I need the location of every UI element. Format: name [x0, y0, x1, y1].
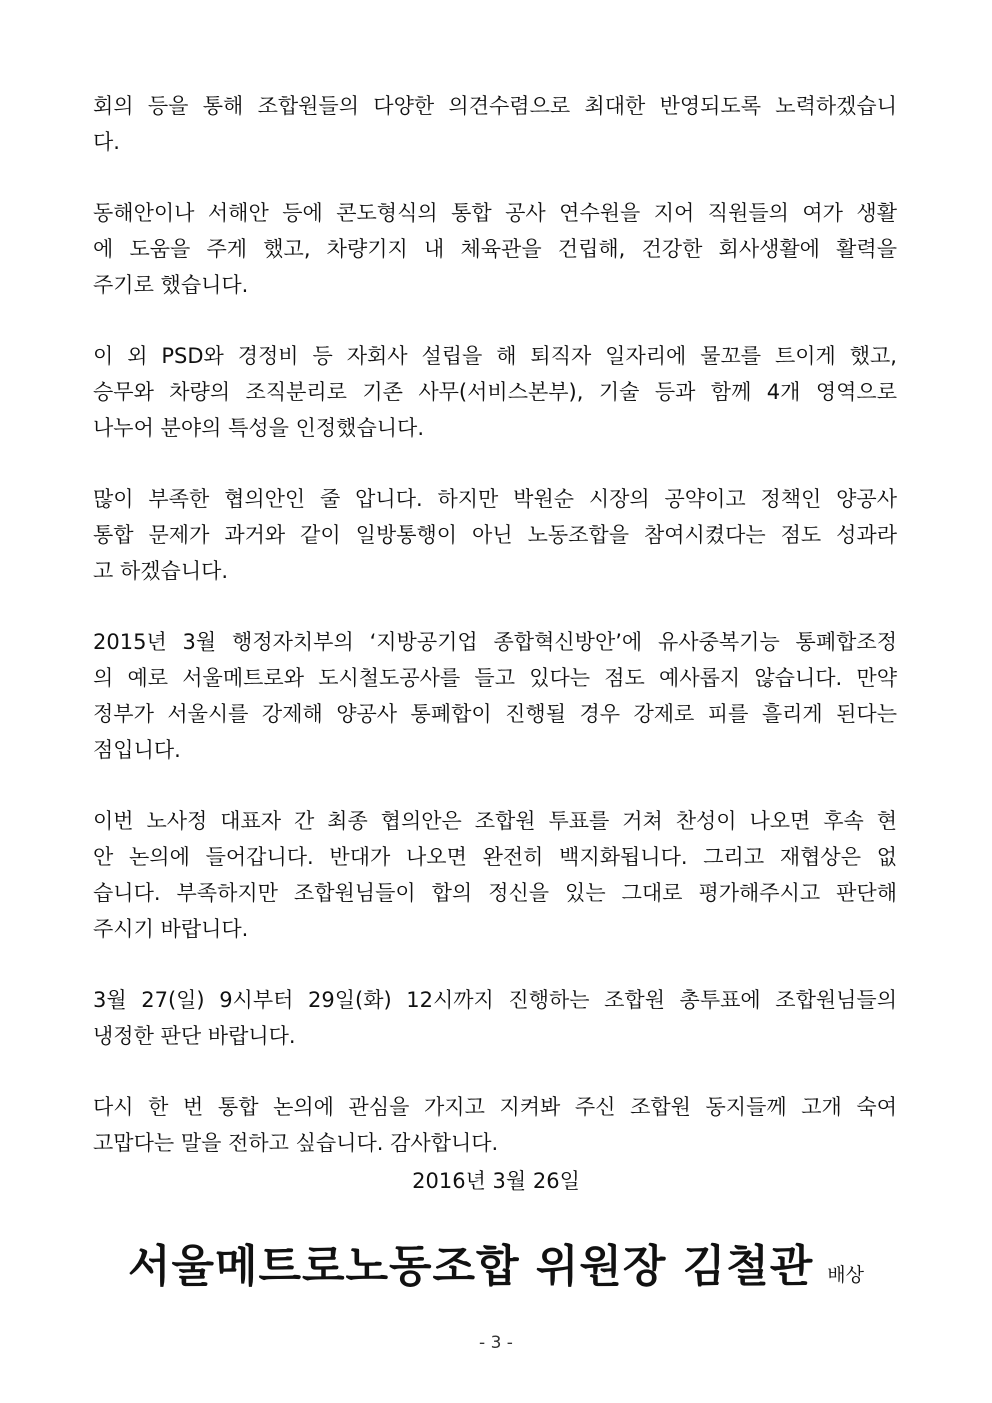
text-line: 에 도움을 주게 했고, 차량기지 내 체육관을 건립해, 건강한 회사생활에 활력을 — [93, 237, 897, 261]
document-date: 2016년 3월 26일 — [412, 1169, 580, 1193]
text-line: 주기로 했습니다. — [93, 273, 249, 297]
paragraph-3 — [93, 338, 897, 446]
text-line: 고맙다는 말을 전하고 싶습니다. 감사합니다. — [93, 1131, 499, 1155]
text-line: 다. — [93, 130, 120, 154]
text-line: 동해안이나 서해안 등에 콘도형식의 통합 공사 연수원을 지어 직원들의 여가 생활 — [93, 201, 897, 225]
signature-suffix: 배상 — [827, 1264, 864, 1286]
paragraph-7 — [93, 982, 897, 1054]
text-line: 습니다. 부족하지만 조합원님들이 합의 정신을 있는 그대로 평가해주시고 판단해 — [93, 881, 897, 905]
text-line: 고 하겠습니다. — [93, 559, 229, 583]
paragraph-2 — [93, 195, 897, 303]
text-line: 정부가 서울시를 강제해 양공사 통폐합이 진행될 경우 강제로 피를 흘리게 된다는 — [93, 702, 897, 726]
text-line: 점입니다. — [93, 738, 181, 762]
page-number: - 3 - — [479, 1333, 513, 1353]
signature-name: 서울메트로노동조합 위원장 김철관 — [128, 1241, 814, 1292]
paragraph-6 — [93, 803, 897, 947]
paragraph-8 — [93, 1089, 897, 1161]
text-line: 3월 27(일) 9시부터 29일(화) 12시까지 진행하는 조합원 총투표에 조합원님들의 — [93, 988, 897, 1012]
text-line: 많이 부족한 협의안인 줄 압니다. 하지만 박원순 시장의 공약이고 정책인 양공사 — [93, 487, 897, 511]
text-line: 안 논의에 들어갑니다. 반대가 나오면 완전히 백지화됩니다. 그리고 재협상은 없 — [93, 845, 897, 869]
text-line: 이번 노사정 대표자 간 최종 협의안은 조합원 투표를 거쳐 찬성이 나오면 후속 현 — [93, 809, 897, 833]
text-line: 통합 문제가 과거와 같이 일방통행이 아닌 노동조합을 참여시켰다는 점도 성과라 — [93, 523, 897, 547]
text-line: 이 외 PSD와 경정비 등 자회사 설립을 해 퇴직자 일자리에 물꼬를 트이게 했고, — [93, 344, 897, 368]
text-line: 승무와 차량의 조직분리로 기존 사무(서비스본부), 기술 등과 함께 4개 영역으로 — [93, 380, 897, 404]
paragraph-5 — [93, 624, 897, 768]
text-line: 나누어 분야의 특성을 인정했습니다. — [93, 416, 424, 440]
text-line: 다시 한 번 통합 논의에 관심을 가지고 지켜봐 주신 조합원 동지들께 고개 숙여 — [93, 1095, 897, 1119]
paragraph-1 — [93, 88, 897, 160]
text-line: 냉정한 판단 바랍니다. — [93, 1024, 296, 1048]
paragraph-4 — [93, 481, 897, 589]
text-line: 2015년 3월 행정자치부의 ‘지방공기업 종합혁신방안’에 유사중복기능 통폐합조정 — [93, 630, 897, 654]
document-body — [93, 88, 897, 1196]
text-line: 의 예로 서울메트로와 도시철도공사를 들고 있다는 점도 예사롭지 않습니다. 만약 — [93, 666, 897, 690]
text-line: 주시기 바랍니다. — [93, 917, 249, 941]
signature-block — [0, 1230, 992, 1294]
text-line: 회의 등을 통해 조합원들의 다양한 의견수렴으로 최대한 반영되도록 노력하겠습니 — [93, 94, 897, 118]
